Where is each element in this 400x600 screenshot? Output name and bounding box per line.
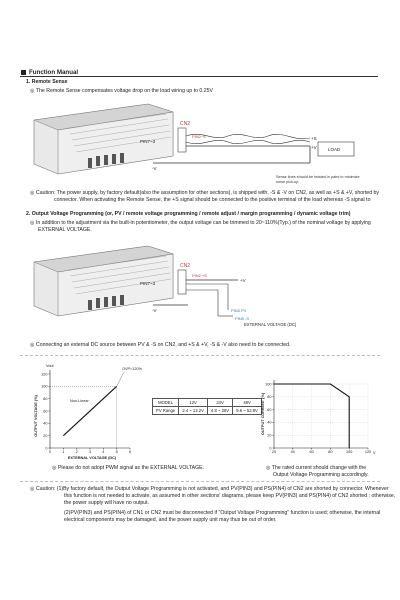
table-cell: PV Range [153, 407, 179, 415]
divider-top [20, 355, 380, 356]
pin-main-label: PIN7~3 [140, 139, 156, 144]
page-title: Function Manual [29, 69, 79, 76]
chart-series [50, 372, 124, 448]
x-tick-label: 40 [290, 450, 295, 454]
table-cell: 24V [208, 399, 233, 407]
bottom-caution-row [30, 486, 389, 492]
divider-bottom [20, 481, 380, 482]
y-tick-label: 20 [267, 433, 272, 438]
v-minus-label: -V [152, 166, 157, 171]
circled-note-icon: ◎ [30, 220, 36, 226]
y-tick-label: 0 [45, 446, 48, 451]
x-tick-label: 6 [128, 450, 132, 454]
chart-left-caption-row [52, 465, 204, 471]
section2-desc-line1: In addition to the adjustment via the built-in potentiometer, the output voltage can be trimmed to 20~110%(Typ.) of the nominal voltage by applying [35, 220, 371, 226]
v-plus-label: +V [240, 278, 246, 283]
chart-axes [265, 380, 371, 454]
table-row [153, 407, 262, 415]
power-lines [153, 146, 310, 163]
y-tick-label: 60 [267, 407, 272, 412]
y-tick-label: 60 [43, 409, 48, 414]
y-tick-label: 40 [43, 421, 48, 426]
circled-note-icon: ◎ [30, 88, 36, 94]
circled-note-icon: ◎ [52, 465, 58, 471]
y-axis-label: OUTPUT CURRENT (%) [261, 392, 265, 436]
load-label: LOAD [328, 147, 341, 152]
table-cell: MODEL [153, 399, 179, 407]
ovp-annotation: OVP=120% [122, 367, 142, 371]
sense-note-line1: Sense lines should be twisted in pairs to minimize [276, 175, 360, 179]
pin-plus-label: PIN2~9 [192, 134, 206, 139]
x-tick-label: 20 [271, 450, 277, 454]
x-axis-label: EXTERNAL VOLTAGE (DC) [67, 456, 117, 460]
v-plus-label: +V [311, 145, 317, 150]
pin-main-label: PIN7~3 [140, 281, 156, 286]
section2-desc-line2: EXTERNAL VOLTAGE. [38, 227, 92, 233]
section1-caution-line1: Caution: The power supply, by factory default(also the assumption for other sections), is shipped with, -S & -V on CN2, as well as +S & +V, shorted by [35, 190, 379, 196]
circled-note-icon: ◎ [30, 486, 36, 492]
y-tick-label: 80 [43, 396, 48, 401]
x-tick-label: 1 [62, 450, 65, 454]
table-row [153, 399, 262, 407]
caution-line3: the power supply will have no output. [64, 500, 150, 506]
x-tick-label: 3 [88, 450, 92, 454]
table-cell: 2.4 ~ 13.2V [179, 407, 208, 415]
section2-title: 2. Output Voltage Programming (or, PV / remote voltage programming / remote adjust / margin programming / dynamic voltage trim) [26, 211, 351, 217]
section1-caution-row [30, 190, 379, 196]
x-tick-label: 2 [75, 450, 78, 454]
curve-annotation: Non-Linear [70, 399, 89, 403]
cn2-connector [178, 128, 186, 152]
output-current-chart [258, 372, 380, 464]
x-tick-label: 120 [364, 450, 372, 454]
pv-pin-label: PIN3 PV [231, 308, 247, 313]
x-tick-label: 4 [102, 450, 105, 454]
section-header [20, 69, 378, 77]
series-line [63, 386, 116, 435]
chart-right-caption-row [266, 465, 366, 471]
chart-axes [41, 370, 131, 454]
sense-plus-label: +S [311, 136, 317, 141]
caution-line2: this function is not needed to activate, as assumed in other sections' diagrams, please keep PV(PIN3) and PS(PIN4) of CN2 shorted ; otherwise, [64, 493, 396, 499]
y-axis-label: OUTPUT VOLTAGE (%) [34, 395, 38, 437]
y-unit-label: Vout [46, 364, 54, 368]
pin-plus-label: PIN2 +S [192, 273, 208, 278]
remote-sense-diagram [28, 98, 373, 186]
x-tick-label: 80 [328, 450, 333, 454]
chart-right-caption-line2: Output Voltage Programming accordingly. [273, 472, 369, 478]
x-tick-label: 60 [309, 450, 314, 454]
circled-note-icon: ◎ [30, 190, 36, 196]
y-tick-label: 20 [43, 433, 48, 438]
y-tick-label: 100 [265, 382, 272, 387]
y-tick-label: 0 [269, 446, 272, 451]
voltage-programming-diagram [28, 240, 373, 328]
caution-line4: (2)PV(PIN3) and PS(PIN4) of CN1 or CN2 must be disconnected if "Output Voltage Programming" function is used; otherwise, the internal [64, 510, 381, 516]
chart-right-caption-line1: The rated current should change with the [271, 465, 367, 471]
caution-line5: electrical components may be damaged, and the power supply unit may thus be out of order. [64, 517, 277, 523]
table-cell: 48V [233, 399, 262, 407]
header-rule [20, 76, 378, 77]
y-tick-label: 100 [41, 384, 48, 389]
y-tick-label: 120 [41, 372, 48, 377]
connect-note: Connecting an external DC source between PV & -S on CN2, and +S & +V, -S & -V also need to be connected. [35, 342, 291, 348]
circled-note-icon: ◎ [266, 465, 272, 471]
pv-range-table [152, 398, 262, 415]
pv-wires [186, 284, 233, 316]
output-voltage-chart [30, 360, 142, 460]
x-tick-label: 0 [48, 450, 52, 454]
v-minus-label: -V [152, 308, 157, 313]
caution-line1: Caution: (1)By factory default, the Output Voltage Programming is not activated, and PV(PIN3) and PS(PIN4) of CN2 are shorted by connector. Whenever [35, 486, 389, 492]
external-voltage-label: EXTERNAL VOLTAGE (DC) [244, 322, 297, 327]
table-cell: 4.8 ~ 26V [208, 407, 233, 415]
section2-desc-row [30, 220, 371, 226]
cn2-label: CN2 [180, 263, 191, 269]
x-unit-label: V [373, 451, 376, 455]
section1-desc: The Remote Sense compensates voltage drop on the load wiring up to 0.25V [35, 88, 213, 94]
table-cell: 12V [179, 399, 208, 407]
circled-note-icon: ◎ [30, 342, 36, 348]
y-tick-label: 40 [267, 420, 272, 425]
sense-note-line2: noise pick-up. [276, 180, 300, 184]
chart-left-caption: Please do not adopt PWM signal as the EXTERNAL VOLTAGE. [57, 465, 205, 471]
x-tick-label: 100 [346, 450, 353, 454]
cn2-label: CN2 [180, 121, 191, 127]
model-table [152, 398, 262, 415]
cn2-connector [178, 270, 186, 294]
header-square-icon [21, 70, 26, 75]
s-minus-pin-label: PIN5 -S [235, 316, 250, 321]
connect-note-row [30, 342, 290, 348]
ovp-leader [117, 372, 124, 386]
section1-desc-row [30, 88, 213, 94]
table-cell: 9.6 ~ 52.8V [233, 407, 262, 415]
y-tick-label: 80 [267, 395, 272, 400]
section1-title: 1. Remote Sense [26, 79, 68, 85]
section1-caution-line2: connector. When activating the Remote Sense, the +S signal should be connected to the positive terminal of the load whereas -S signal to [54, 197, 371, 203]
x-tick-label: 5 [115, 450, 118, 454]
